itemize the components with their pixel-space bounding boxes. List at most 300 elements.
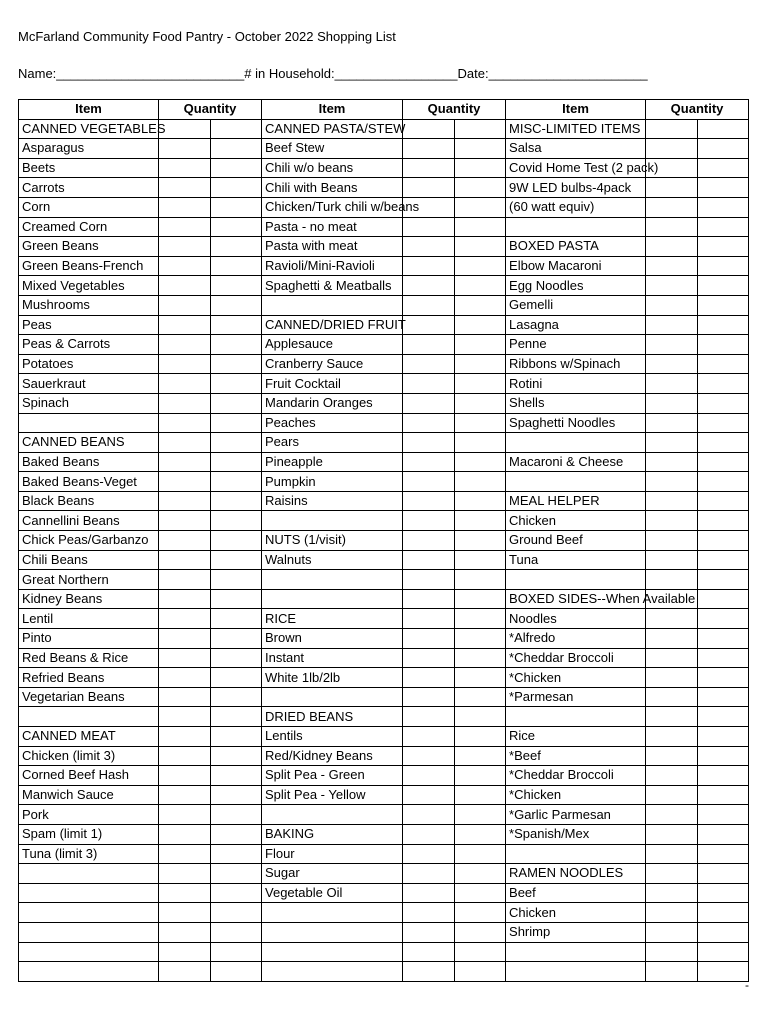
quantity-cell[interactable] bbox=[698, 237, 749, 257]
quantity-cell[interactable] bbox=[159, 550, 211, 570]
quantity-cell[interactable] bbox=[698, 805, 749, 825]
quantity-cell[interactable] bbox=[403, 922, 455, 942]
quantity-cell[interactable] bbox=[698, 707, 749, 727]
quantity-cell[interactable] bbox=[159, 158, 211, 178]
quantity-cell[interactable] bbox=[159, 511, 211, 531]
quantity-cell[interactable] bbox=[455, 687, 506, 707]
quantity-cell[interactable] bbox=[403, 707, 455, 727]
quantity-cell[interactable] bbox=[403, 354, 455, 374]
quantity-cell[interactable] bbox=[646, 727, 698, 747]
quantity-cell[interactable] bbox=[698, 139, 749, 159]
quantity-cell[interactable] bbox=[646, 433, 698, 453]
quantity-cell[interactable] bbox=[211, 315, 262, 335]
quantity-cell[interactable] bbox=[698, 727, 749, 747]
quantity-cell[interactable] bbox=[646, 609, 698, 629]
quantity-cell[interactable] bbox=[211, 687, 262, 707]
quantity-cell[interactable] bbox=[211, 727, 262, 747]
quantity-cell[interactable] bbox=[646, 491, 698, 511]
item-cell bbox=[262, 295, 403, 315]
item-cell: Peas & Carrots bbox=[19, 335, 159, 355]
quantity-cell[interactable] bbox=[455, 413, 506, 433]
item-cell: Pineapple bbox=[262, 452, 403, 472]
quantity-cell[interactable] bbox=[455, 119, 506, 139]
quantity-cell[interactable] bbox=[211, 903, 262, 923]
item-cell bbox=[262, 903, 403, 923]
table-row bbox=[19, 217, 749, 237]
quantity-cell[interactable] bbox=[159, 119, 211, 139]
item-cell bbox=[262, 942, 403, 962]
quantity-cell[interactable] bbox=[455, 805, 506, 825]
quantity-cell[interactable] bbox=[455, 570, 506, 590]
quantity-cell[interactable] bbox=[455, 922, 506, 942]
quantity-cell[interactable] bbox=[159, 903, 211, 923]
quantity-cell[interactable] bbox=[646, 139, 698, 159]
quantity-cell[interactable] bbox=[211, 491, 262, 511]
quantity-cell[interactable] bbox=[403, 139, 455, 159]
quantity-cell[interactable] bbox=[159, 197, 211, 217]
quantity-cell[interactable] bbox=[211, 609, 262, 629]
quantity-cell[interactable] bbox=[646, 119, 698, 139]
item-cell: *Spanish/Mex bbox=[506, 824, 646, 844]
quantity-cell[interactable] bbox=[403, 589, 455, 609]
quantity-cell[interactable] bbox=[698, 433, 749, 453]
table-row bbox=[19, 844, 749, 864]
quantity-cell[interactable] bbox=[646, 550, 698, 570]
quantity-cell[interactable] bbox=[698, 668, 749, 688]
quantity-cell[interactable] bbox=[698, 942, 749, 962]
quantity-cell[interactable] bbox=[403, 452, 455, 472]
quantity-cell[interactable] bbox=[698, 413, 749, 433]
quantity-cell[interactable] bbox=[455, 491, 506, 511]
quantity-cell[interactable] bbox=[455, 393, 506, 413]
quantity-cell[interactable] bbox=[698, 903, 749, 923]
quantity-cell[interactable] bbox=[646, 452, 698, 472]
quantity-cell[interactable] bbox=[211, 766, 262, 786]
quantity-cell[interactable] bbox=[403, 335, 455, 355]
quantity-cell[interactable] bbox=[646, 197, 698, 217]
quantity-cell[interactable] bbox=[646, 472, 698, 492]
quantity-cell[interactable] bbox=[455, 629, 506, 649]
table-row bbox=[19, 570, 749, 590]
table-row bbox=[19, 942, 749, 962]
section-heading: MISC-LIMITED ITEMS bbox=[506, 119, 646, 139]
quantity-cell[interactable] bbox=[455, 648, 506, 668]
quantity-cell[interactable] bbox=[159, 315, 211, 335]
quantity-cell[interactable] bbox=[698, 570, 749, 590]
quantity-cell[interactable] bbox=[211, 158, 262, 178]
quantity-cell[interactable] bbox=[403, 237, 455, 257]
quantity-cell[interactable] bbox=[646, 707, 698, 727]
quantity-cell[interactable] bbox=[455, 746, 506, 766]
quantity-cell[interactable] bbox=[455, 550, 506, 570]
quantity-cell[interactable] bbox=[698, 962, 749, 982]
quantity-cell[interactable] bbox=[211, 824, 262, 844]
quantity-cell[interactable] bbox=[159, 962, 211, 982]
quantity-cell[interactable] bbox=[698, 511, 749, 531]
quantity-cell[interactable] bbox=[159, 452, 211, 472]
quantity-cell[interactable] bbox=[403, 824, 455, 844]
quantity-cell[interactable] bbox=[646, 570, 698, 590]
quantity-cell[interactable] bbox=[698, 687, 749, 707]
quantity-cell[interactable] bbox=[403, 903, 455, 923]
quantity-cell[interactable] bbox=[646, 942, 698, 962]
item-cell: Raisins bbox=[262, 491, 403, 511]
quantity-cell[interactable] bbox=[159, 883, 211, 903]
quantity-cell[interactable] bbox=[211, 472, 262, 492]
quantity-cell[interactable] bbox=[211, 276, 262, 296]
quantity-cell[interactable] bbox=[455, 824, 506, 844]
quantity-cell[interactable] bbox=[455, 197, 506, 217]
quantity-cell[interactable] bbox=[403, 413, 455, 433]
quantity-cell[interactable] bbox=[455, 903, 506, 923]
quantity-cell[interactable] bbox=[403, 217, 455, 237]
quantity-cell[interactable] bbox=[646, 237, 698, 257]
quantity-cell[interactable] bbox=[455, 844, 506, 864]
quantity-cell[interactable] bbox=[646, 256, 698, 276]
quantity-cell[interactable] bbox=[159, 609, 211, 629]
item-cell bbox=[262, 511, 403, 531]
quantity-cell[interactable] bbox=[698, 354, 749, 374]
quantity-cell[interactable] bbox=[455, 315, 506, 335]
quantity-cell[interactable] bbox=[403, 433, 455, 453]
quantity-cell[interactable] bbox=[455, 942, 506, 962]
table-row bbox=[19, 883, 749, 903]
quantity-cell[interactable] bbox=[159, 374, 211, 394]
item-cell: Chili with Beans bbox=[262, 178, 403, 198]
item-cell: Salsa bbox=[506, 139, 646, 159]
quantity-cell[interactable] bbox=[211, 393, 262, 413]
quantity-cell[interactable] bbox=[159, 335, 211, 355]
quantity-cell[interactable] bbox=[698, 531, 749, 551]
quantity-cell[interactable] bbox=[159, 922, 211, 942]
quantity-cell[interactable] bbox=[646, 374, 698, 394]
quantity-cell[interactable] bbox=[698, 374, 749, 394]
quantity-cell[interactable] bbox=[159, 942, 211, 962]
quantity-cell[interactable] bbox=[403, 393, 455, 413]
quantity-cell[interactable] bbox=[455, 511, 506, 531]
quantity-cell[interactable] bbox=[403, 746, 455, 766]
quantity-cell[interactable] bbox=[646, 844, 698, 864]
quantity-cell[interactable] bbox=[403, 511, 455, 531]
item-cell: Mixed Vegetables bbox=[19, 276, 159, 296]
quantity-cell[interactable] bbox=[646, 335, 698, 355]
quantity-cell[interactable] bbox=[646, 922, 698, 942]
quantity-cell[interactable] bbox=[211, 178, 262, 198]
quantity-cell[interactable] bbox=[159, 687, 211, 707]
quantity-cell[interactable] bbox=[455, 707, 506, 727]
quantity-cell[interactable] bbox=[646, 805, 698, 825]
quantity-cell[interactable] bbox=[455, 531, 506, 551]
quantity-cell[interactable] bbox=[455, 295, 506, 315]
quantity-cell[interactable] bbox=[455, 354, 506, 374]
quantity-cell[interactable] bbox=[455, 452, 506, 472]
quantity-cell[interactable] bbox=[159, 256, 211, 276]
quantity-cell[interactable] bbox=[646, 824, 698, 844]
quantity-cell[interactable] bbox=[159, 727, 211, 747]
quantity-cell[interactable] bbox=[159, 766, 211, 786]
quantity-cell[interactable] bbox=[698, 629, 749, 649]
footer-mark: - bbox=[745, 978, 749, 992]
quantity-cell[interactable] bbox=[698, 491, 749, 511]
quantity-cell[interactable] bbox=[646, 354, 698, 374]
item-cell bbox=[262, 687, 403, 707]
quantity-cell[interactable] bbox=[403, 864, 455, 884]
quantity-cell[interactable] bbox=[211, 746, 262, 766]
quantity-cell[interactable] bbox=[698, 746, 749, 766]
quantity-cell[interactable] bbox=[211, 864, 262, 884]
table-row bbox=[19, 550, 749, 570]
quantity-cell[interactable] bbox=[211, 237, 262, 257]
quantity-cell[interactable] bbox=[646, 393, 698, 413]
quantity-cell[interactable] bbox=[403, 491, 455, 511]
quantity-cell[interactable] bbox=[403, 531, 455, 551]
quantity-cell[interactable] bbox=[159, 491, 211, 511]
quantity-cell[interactable] bbox=[455, 237, 506, 257]
quantity-cell[interactable] bbox=[698, 295, 749, 315]
quantity-cell[interactable] bbox=[455, 158, 506, 178]
quantity-cell[interactable] bbox=[698, 922, 749, 942]
quantity-cell[interactable] bbox=[698, 452, 749, 472]
quantity-cell[interactable] bbox=[211, 335, 262, 355]
quantity-cell[interactable] bbox=[211, 805, 262, 825]
quantity-cell[interactable] bbox=[455, 962, 506, 982]
quantity-cell[interactable] bbox=[455, 766, 506, 786]
quantity-cell[interactable] bbox=[211, 589, 262, 609]
quantity-cell[interactable] bbox=[646, 883, 698, 903]
quantity-cell[interactable] bbox=[159, 472, 211, 492]
quantity-cell[interactable] bbox=[646, 629, 698, 649]
quantity-cell[interactable] bbox=[159, 648, 211, 668]
quantity-cell[interactable] bbox=[455, 217, 506, 237]
quantity-cell[interactable] bbox=[646, 903, 698, 923]
quantity-cell[interactable] bbox=[698, 844, 749, 864]
quantity-cell[interactable] bbox=[211, 550, 262, 570]
quantity-cell[interactable] bbox=[211, 668, 262, 688]
quantity-cell[interactable] bbox=[159, 276, 211, 296]
quantity-cell[interactable] bbox=[159, 295, 211, 315]
quantity-cell[interactable] bbox=[455, 335, 506, 355]
quantity-cell[interactable] bbox=[159, 668, 211, 688]
quantity-cell[interactable] bbox=[403, 766, 455, 786]
quantity-cell[interactable] bbox=[698, 648, 749, 668]
item-cell: Rice bbox=[506, 727, 646, 747]
quantity-cell[interactable] bbox=[403, 687, 455, 707]
quantity-cell[interactable] bbox=[211, 197, 262, 217]
quantity-cell[interactable] bbox=[698, 158, 749, 178]
item-cell: Great Northern bbox=[19, 570, 159, 590]
quantity-cell[interactable] bbox=[455, 178, 506, 198]
quantity-cell[interactable] bbox=[403, 805, 455, 825]
quantity-cell[interactable] bbox=[698, 335, 749, 355]
quantity-cell[interactable] bbox=[403, 158, 455, 178]
quantity-cell[interactable] bbox=[455, 668, 506, 688]
quantity-cell[interactable] bbox=[698, 589, 749, 609]
item-cell: Spam (limit 1) bbox=[19, 824, 159, 844]
quantity-cell[interactable] bbox=[455, 883, 506, 903]
quantity-cell[interactable] bbox=[211, 844, 262, 864]
quantity-cell[interactable] bbox=[211, 942, 262, 962]
quantity-cell[interactable] bbox=[211, 883, 262, 903]
quantity-cell[interactable] bbox=[646, 217, 698, 237]
quantity-cell[interactable] bbox=[159, 139, 211, 159]
quantity-cell[interactable] bbox=[455, 276, 506, 296]
table-row bbox=[19, 178, 749, 198]
quantity-cell[interactable] bbox=[403, 315, 455, 335]
quantity-cell[interactable] bbox=[455, 139, 506, 159]
quantity-cell[interactable] bbox=[455, 433, 506, 453]
quantity-cell[interactable] bbox=[698, 217, 749, 237]
quantity-cell[interactable] bbox=[403, 119, 455, 139]
item-cell: *Parmesan bbox=[506, 687, 646, 707]
quantity-cell[interactable] bbox=[159, 589, 211, 609]
quantity-cell[interactable] bbox=[403, 256, 455, 276]
quantity-cell[interactable] bbox=[211, 962, 262, 982]
quantity-cell[interactable] bbox=[698, 393, 749, 413]
quantity-cell[interactable] bbox=[403, 550, 455, 570]
quantity-cell[interactable] bbox=[159, 785, 211, 805]
quantity-cell[interactable] bbox=[455, 374, 506, 394]
quantity-cell[interactable] bbox=[403, 648, 455, 668]
quantity-cell[interactable] bbox=[646, 864, 698, 884]
quantity-cell[interactable] bbox=[646, 178, 698, 198]
item-cell: 9W LED bulbs-4pack bbox=[506, 178, 646, 198]
quantity-cell[interactable] bbox=[211, 531, 262, 551]
quantity-cell[interactable] bbox=[455, 589, 506, 609]
quantity-cell[interactable] bbox=[698, 609, 749, 629]
quantity-cell[interactable] bbox=[646, 531, 698, 551]
quantity-cell[interactable] bbox=[403, 609, 455, 629]
quantity-cell[interactable] bbox=[698, 864, 749, 884]
quantity-cell[interactable] bbox=[211, 433, 262, 453]
quantity-cell[interactable] bbox=[211, 119, 262, 139]
quantity-cell[interactable] bbox=[403, 844, 455, 864]
quantity-cell[interactable] bbox=[646, 962, 698, 982]
quantity-cell[interactable] bbox=[698, 178, 749, 198]
quantity-cell[interactable] bbox=[159, 570, 211, 590]
quantity-cell[interactable] bbox=[159, 629, 211, 649]
quantity-cell[interactable] bbox=[159, 824, 211, 844]
table-row bbox=[19, 413, 749, 433]
quantity-cell[interactable] bbox=[211, 295, 262, 315]
quantity-cell[interactable] bbox=[455, 256, 506, 276]
quantity-cell[interactable] bbox=[403, 276, 455, 296]
quantity-cell[interactable] bbox=[646, 648, 698, 668]
quantity-cell[interactable] bbox=[211, 139, 262, 159]
quantity-cell[interactable] bbox=[403, 668, 455, 688]
quantity-cell[interactable] bbox=[403, 785, 455, 805]
quantity-cell[interactable] bbox=[646, 668, 698, 688]
quantity-cell[interactable] bbox=[698, 276, 749, 296]
quantity-cell[interactable] bbox=[211, 570, 262, 590]
quantity-cell[interactable] bbox=[455, 609, 506, 629]
quantity-cell[interactable] bbox=[159, 531, 211, 551]
quantity-cell[interactable] bbox=[159, 844, 211, 864]
quantity-cell[interactable] bbox=[646, 785, 698, 805]
quantity-cell[interactable] bbox=[159, 217, 211, 237]
item-cell: Shrimp bbox=[506, 922, 646, 942]
item-cell bbox=[19, 864, 159, 884]
quantity-cell[interactable] bbox=[646, 315, 698, 335]
quantity-cell[interactable] bbox=[698, 256, 749, 276]
quantity-cell[interactable] bbox=[403, 570, 455, 590]
quantity-cell[interactable] bbox=[211, 648, 262, 668]
table-row bbox=[19, 237, 749, 257]
quantity-cell[interactable] bbox=[403, 883, 455, 903]
quantity-cell[interactable] bbox=[455, 472, 506, 492]
quantity-cell[interactable] bbox=[698, 472, 749, 492]
quantity-cell[interactable] bbox=[211, 629, 262, 649]
item-cell: Peas bbox=[19, 315, 159, 335]
household-info-line: Name:__________________________# in Household:_________________Date:______________________ bbox=[18, 66, 648, 81]
quantity-cell[interactable] bbox=[211, 256, 262, 276]
quantity-cell[interactable] bbox=[211, 785, 262, 805]
quantity-cell[interactable] bbox=[211, 413, 262, 433]
quantity-cell[interactable] bbox=[698, 785, 749, 805]
quantity-cell[interactable] bbox=[698, 550, 749, 570]
quantity-cell[interactable] bbox=[159, 805, 211, 825]
quantity-cell[interactable] bbox=[159, 393, 211, 413]
quantity-cell[interactable] bbox=[403, 472, 455, 492]
quantity-cell[interactable] bbox=[211, 511, 262, 531]
quantity-header: Quantity bbox=[403, 100, 506, 120]
quantity-cell[interactable] bbox=[646, 295, 698, 315]
item-cell: Pinto bbox=[19, 629, 159, 649]
quantity-cell[interactable] bbox=[403, 629, 455, 649]
quantity-cell[interactable] bbox=[698, 315, 749, 335]
quantity-cell[interactable] bbox=[159, 433, 211, 453]
quantity-cell[interactable] bbox=[211, 707, 262, 727]
table-row bbox=[19, 452, 749, 472]
quantity-cell[interactable] bbox=[159, 707, 211, 727]
quantity-cell[interactable] bbox=[698, 197, 749, 217]
quantity-cell[interactable] bbox=[403, 178, 455, 198]
quantity-cell[interactable] bbox=[698, 824, 749, 844]
quantity-cell[interactable] bbox=[698, 766, 749, 786]
quantity-cell[interactable] bbox=[455, 727, 506, 747]
quantity-cell[interactable] bbox=[455, 864, 506, 884]
item-cell: Pumpkin bbox=[262, 472, 403, 492]
quantity-cell[interactable] bbox=[646, 276, 698, 296]
quantity-cell[interactable] bbox=[403, 942, 455, 962]
item-cell: Chicken/Turk chili w/beans bbox=[262, 197, 403, 217]
quantity-cell[interactable] bbox=[159, 354, 211, 374]
quantity-cell[interactable] bbox=[455, 785, 506, 805]
quantity-cell[interactable] bbox=[159, 413, 211, 433]
quantity-cell[interactable] bbox=[403, 374, 455, 394]
quantity-cell[interactable] bbox=[211, 922, 262, 942]
quantity-cell[interactable] bbox=[403, 295, 455, 315]
quantity-cell[interactable] bbox=[646, 766, 698, 786]
quantity-cell[interactable] bbox=[211, 452, 262, 472]
quantity-cell[interactable] bbox=[159, 237, 211, 257]
quantity-cell[interactable] bbox=[159, 864, 211, 884]
quantity-cell[interactable] bbox=[159, 746, 211, 766]
item-cell: Noodles bbox=[506, 609, 646, 629]
quantity-cell[interactable] bbox=[211, 217, 262, 237]
quantity-cell[interactable] bbox=[211, 354, 262, 374]
quantity-cell[interactable] bbox=[403, 962, 455, 982]
quantity-cell[interactable] bbox=[698, 119, 749, 139]
quantity-cell[interactable] bbox=[211, 374, 262, 394]
quantity-cell[interactable] bbox=[646, 746, 698, 766]
quantity-cell[interactable] bbox=[159, 178, 211, 198]
quantity-cell[interactable] bbox=[646, 413, 698, 433]
quantity-cell[interactable] bbox=[403, 727, 455, 747]
quantity-cell[interactable] bbox=[646, 511, 698, 531]
quantity-cell[interactable] bbox=[698, 883, 749, 903]
quantity-cell[interactable] bbox=[646, 687, 698, 707]
item-cell bbox=[19, 962, 159, 982]
